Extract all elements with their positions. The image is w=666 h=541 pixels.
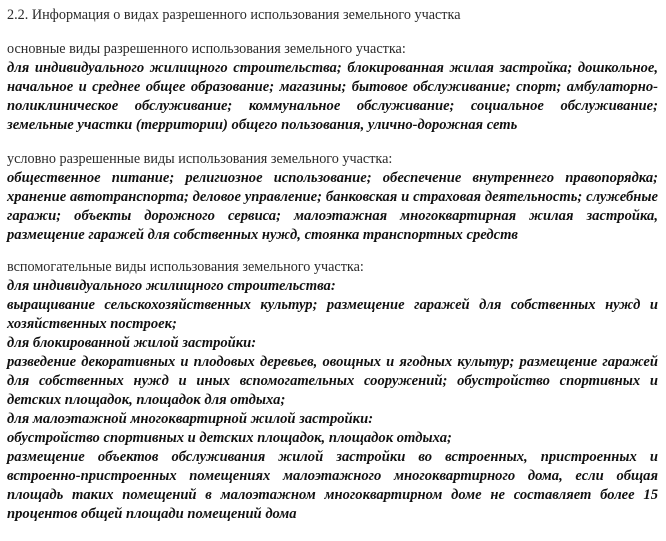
main-uses-text: для индивидуального жилищного строительства; блокированная жилая застройка; дошкольное, начальное и среднее общее образование; магазины; бытовое обслуживание; спорт; амбулаторно-поликлиническое обслуживание; коммунальное обслуживание; социальное обслуживание; земельные участки (территории) общего пользования, улично-дорожная сеть [7,60,658,133]
auxiliary-uses-block [7,258,658,524]
auxiliary-line-blocked-uses: разведение декоративных и плодовых деревьев, овощных и ягодных культур; размещение гаражей для собственных нужд и иных вспомогательных сооружений; обустройство спортивных и детских площадок, площадок для отдыха; [7,354,658,408]
auxiliary-line-lowrise-heading: для малоэтажной многоквартирной жилой застройки: [7,411,374,427]
auxiliary-uses-intro: вспомогательные виды использования земельного участка: [7,259,364,275]
auxiliary-line-lowrise-service: размещение объектов обслуживания жилой застройки во встроенных, пристроенных и встроенно-пристроенных помещениях малоэтажного многоквартирного дома, если общая площадь таких помещений в малоэтажном многоквартирном доме не составляет более 15 процентов общей площади помещений дома [7,449,658,522]
spacer [7,245,658,258]
spacer [7,25,658,40]
spacer [7,135,658,150]
auxiliary-line-lowrise-uses: обустройство спортивных и детских площадок, площадок отдыха; [7,430,452,446]
auxiliary-line-blocked-heading: для блокированной жилой застройки: [7,335,257,351]
auxiliary-line-ijs-heading: для индивидуального жилищного строительства: [7,278,336,294]
conditional-uses-intro: условно разрешенные виды использования земельного участка: [7,151,393,167]
main-uses-block [7,40,658,135]
document-page [7,5,658,524]
auxiliary-line-ijs-uses: выращивание сельскохозяйственных культур; размещение гаражей для собственных нужд и хозяйственных построек; [7,297,658,332]
conditional-uses-block [7,150,658,245]
conditional-uses-text: общественное питание; религиозное использование; обеспечение внутреннего правопорядка; хранение автотранспорта; деловое управление; банковская и страховая деятельность; служебные гаражи; объекты дорожного сервиса; малоэтажная многоквартирная жилая застройка, размещение гаражей для собственных нужд, стоянка транспортных средств [7,170,658,243]
main-uses-intro: основные виды разрешенного использования земельного участка: [7,41,406,57]
section-title: 2.2. Информация о видах разрешенного использования земельного участка [7,7,461,23]
